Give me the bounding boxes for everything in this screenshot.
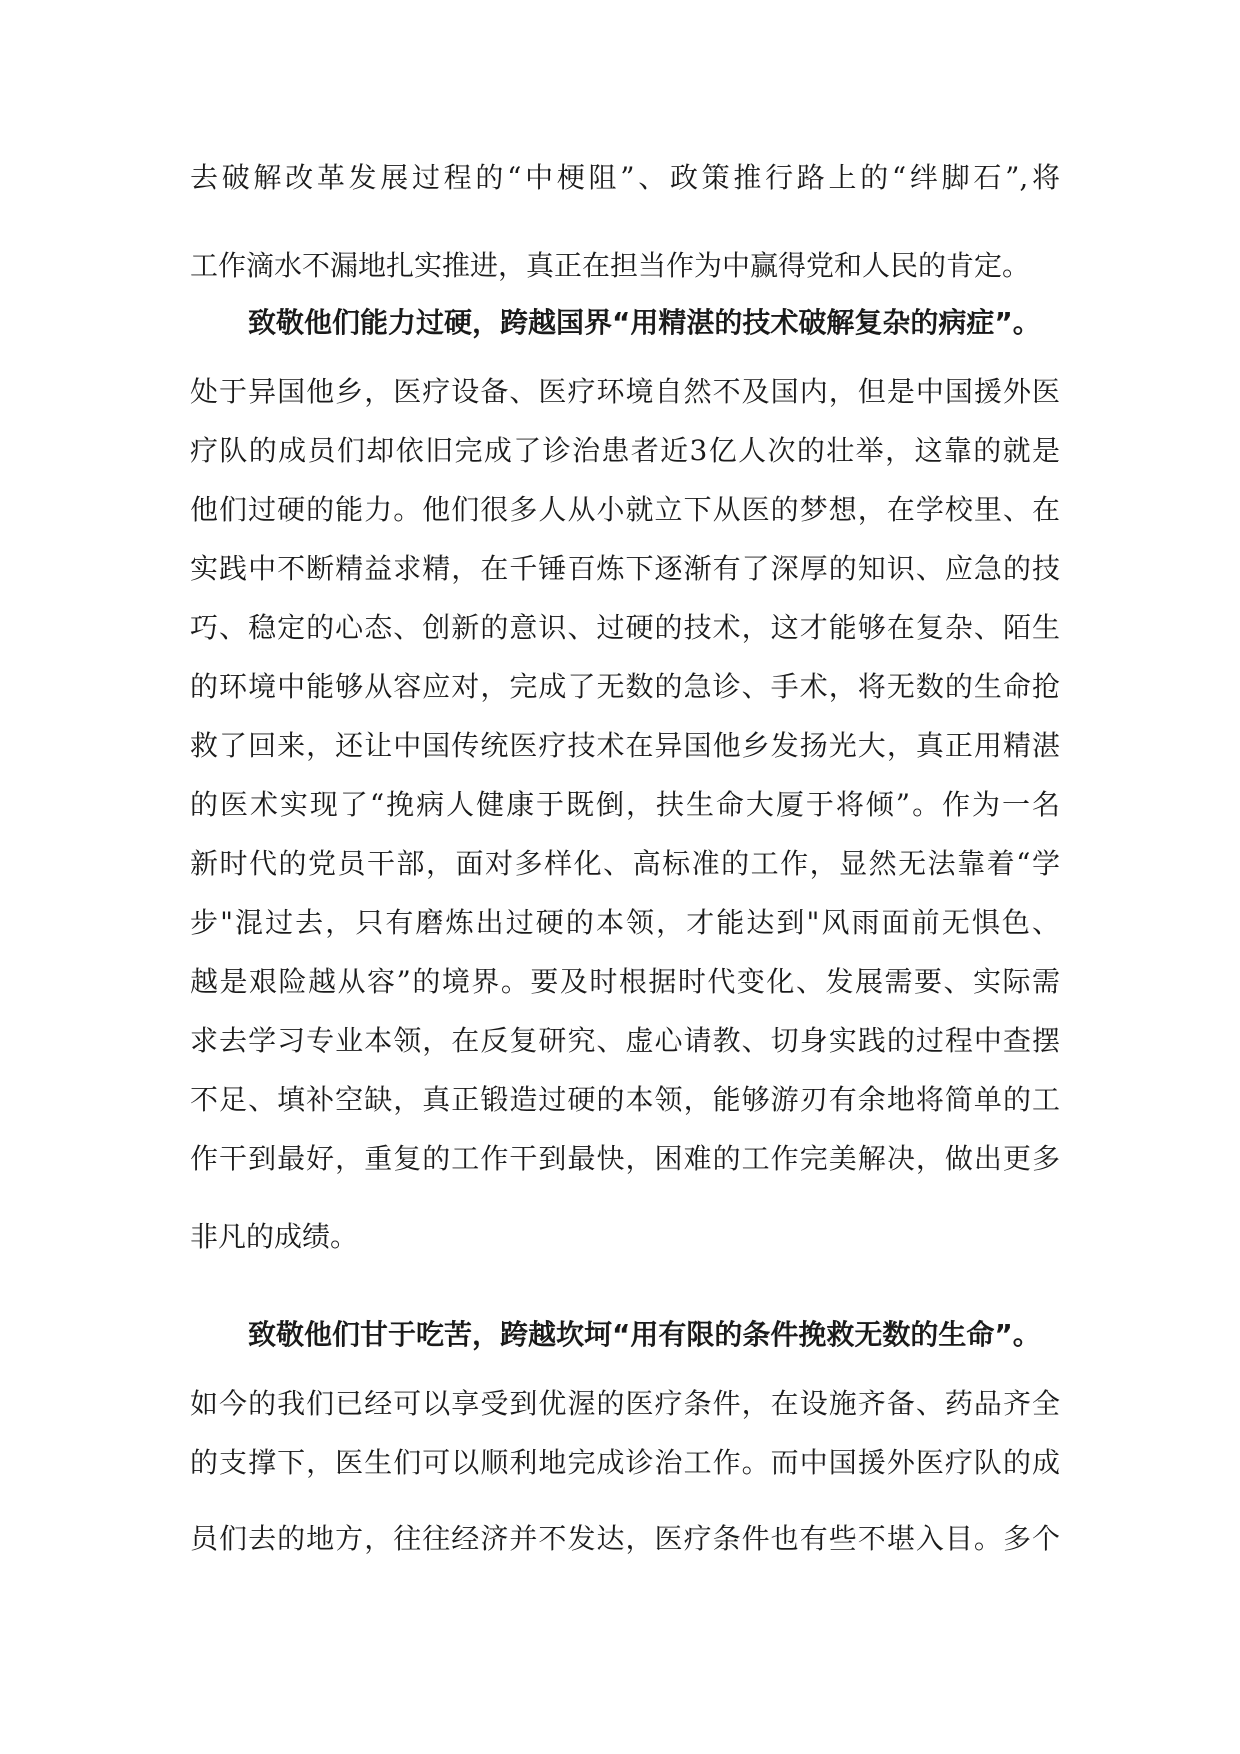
body-line: 疗队的成员们却依旧完成了诊治患者近3亿人次的壮举，这靠的就是 [190, 434, 1060, 467]
body-line: 员们去的地方，往往经济并不发达，医疗条件也有些不堪入目。多个 [190, 1522, 1060, 1555]
section-heading: 致敬他们甘于吃苦，跨越坎坷“用有限的条件挽救无数的生命”。 [248, 1318, 1041, 1351]
body-line: 求去学习专业本领，在反复研究、虚心请教、切身实践的过程中查摆 [190, 1024, 1060, 1057]
body-line: 不足、填补空缺，真正锻造过硬的本领，能够游刃有余地将简单的工 [190, 1083, 1060, 1116]
body-line: 步"混过去，只有磨炼出过硬的本领，才能达到"风雨面前无惧色、 [190, 906, 1060, 939]
body-line: 巧、稳定的心态、创新的意识、过硬的技术，这才能够在复杂、陌生 [190, 611, 1060, 644]
body-line: 非凡的成绩。 [190, 1220, 359, 1253]
body-line: 工作滴水不漏地扎实推进，真正在担当作为中赢得党和人民的肯定。 [190, 249, 1031, 282]
body-line: 如今的我们已经可以享受到优渥的医疗条件，在设施齐备、药品齐全 [190, 1387, 1060, 1420]
body-line: 实践中不断精益求精，在千锤百炼下逐渐有了深厚的知识、应急的技 [190, 552, 1060, 585]
body-line: 他们过硬的能力。他们很多人从小就立下从医的梦想，在学校里、在 [190, 493, 1060, 526]
body-line: 的支撑下，医生们可以顺利地完成诊治工作。而中国援外医疗队的成 [190, 1446, 1060, 1479]
body-line: 作干到最好，重复的工作干到最快，困难的工作完美解决，做出更多 [190, 1142, 1060, 1175]
body-line: 处于异国他乡，医疗设备、医疗环境自然不及国内，但是中国援外医 [190, 375, 1060, 408]
body-line: 的环境中能够从容应对，完成了无数的急诊、手术，将无数的生命抢 [190, 670, 1060, 703]
body-line: 越是艰险越从容”的境界。要及时根据时代变化、发展需要、实际需 [190, 965, 1060, 998]
body-line: 新时代的党员干部，面对多样化、高标准的工作，显然无法靠着“学 [190, 847, 1060, 880]
body-line: 的医术实现了“挽病人健康于既倒，扶生命大厦于将倾”。作为一名 [190, 788, 1060, 821]
body-line: 救了回来，还让中国传统医疗技术在异国他乡发扬光大，真正用精湛 [190, 729, 1060, 762]
section-heading: 致敬他们能力过硬，跨越国界“用精湛的技术破解复杂的病症”。 [248, 306, 1041, 339]
body-line: 去破解改革发展过程的“中梗阻”、政策推行路上的“绊脚石”,将 [190, 161, 1060, 194]
